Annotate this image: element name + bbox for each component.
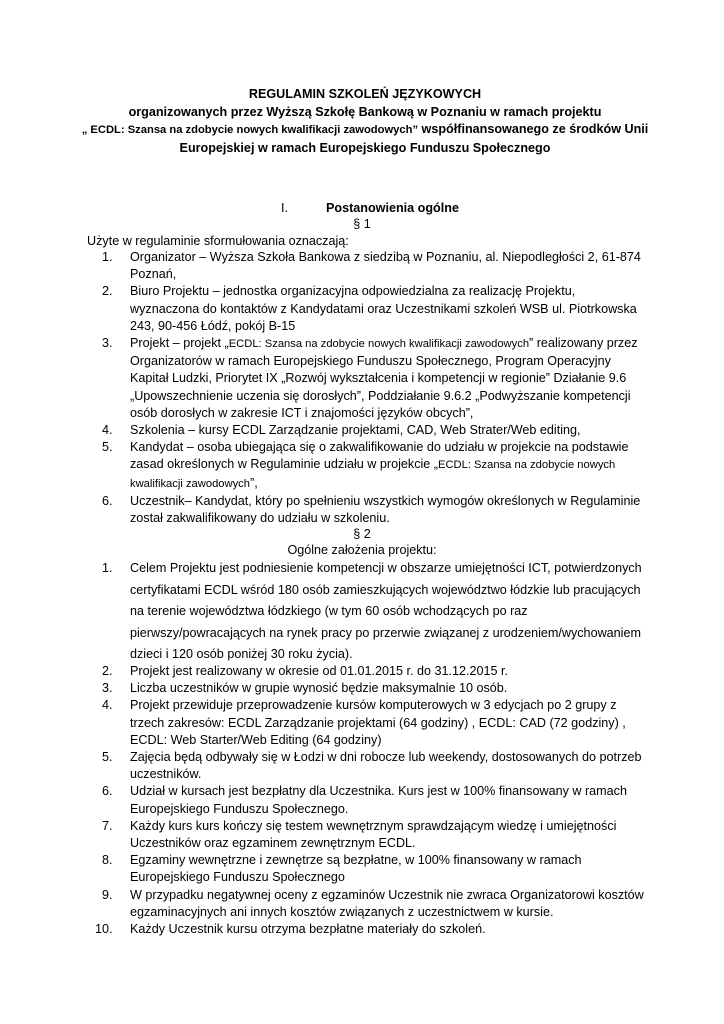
list-item: 9. W przypadku negatywnej oceny z egzaminów Uczestnik nie zwraca Organizatorowi kosztów egzaminacyjnych ani innych kosztów związanych z uczestnictwem w kursie. [102, 887, 644, 919]
list-item: 4. Szkolenia – kursy ECDL Zarządzanie projektami, CAD, Web Strater/Web editing, [102, 423, 581, 438]
paragraph-mark-2: § 2 [353, 527, 371, 541]
list-item: 1. Organizator – Wyższa Szkoła Bankowa z siedzibą w Poznaniu, al. Niepodległości 2, 61-874 Poznań, [102, 250, 641, 282]
title-line-3 [80, 121, 650, 140]
section-2-heading: Ogólne założenia projektu: [287, 543, 437, 557]
section-title: Postanowienia ogólne [326, 201, 459, 215]
title-line-1: REGULAMIN SZKOLEŃ JĘZYKOWYCH [248, 87, 482, 101]
list-item: 10. Każdy Uczestnik kursu otrzyma bezpłatne materiały do szkoleń. [95, 922, 486, 937]
document-title [80, 86, 650, 157]
list-item: 7. Każdy kurs kurs kończy się testem wewnętrznym sprawdzającym wiedzę i umiejętności Uczestników oraz egzaminem zewnętrznym ECDL. [102, 818, 617, 851]
title-line-3-suffix: współfinansowanego ze środków Unii [418, 122, 649, 137]
definitions-list [87, 249, 647, 527]
list-item: 3. Liczba uczestników w grupie wynosić będzie maksymalnie 10 osób. [102, 681, 508, 696]
list-item: 8. Egzaminy wewnętrzne i zewnętrze są bezpłatne, w 100% finansowany w ramach Europejskiego Funduszu Społecznego [102, 853, 582, 885]
list-item: 5. Zajęcia będą odbywały się w Łodzi w dni robocze lub weekendy, dostosowanych do potrzeb uczestników. [102, 750, 642, 782]
list-item: 1. Celem Projektu jest podniesienie kompetencji w obszarze umiejętności ICT, potwierdzonych certyfikatami ECDL wśród 180 osób zamieszkujących województwo łódzkie lub pracujących na terenie województwa łódzkiego (w tym 60 osób wchodzących po raz pierwszy/powracających na rynek pracy po przerwie związanej z urodzeniem/wychowaniem dzieci i 120 osób poniżej 30 roku życia). [102, 561, 642, 661]
section-number: I. [281, 201, 288, 215]
title-line-2: organizowanych przez Wyższą Szkołę Bankową w Poznaniu w ramach projektu [128, 104, 602, 119]
list-item: 6. Uczestnik– Kandydat, który po spełnieniu wszystkich wymogów określonych w Regulaminie został zakwalifikowany do udziału w szkoleniu. [102, 493, 641, 526]
assumptions-list-continued [87, 663, 647, 938]
list-item: 6. Udział w kursach jest bezpłatny dla Uczestnika. Kurs jest w 100% finansowany w ramach Europejskiego Funduszu Społecznego. [102, 784, 627, 816]
paragraph-mark-1: § 1 [353, 217, 371, 231]
title-line-4: Europejskiej w ramach Europejskiego Funduszu Społecznego [179, 140, 551, 155]
list-item: 3. Projekt – projekt „ECDL: Szansa na zdobycie nowych kwalifikacji zawodowych” realizowany przez Organizatorów w ramach Europejskiego Funduszu Społecznego, Program Operacyjny Kapitał Ludzki, Priorytet IX „Rozwój wykształcenia i kompetencji w regionie” Działanie 9.6 „Upowszechnienie uczenia się dorosłych”, Poddziałanie 9.6.2 „Podwyższanie kompetencji osób dorosłych w zakresie ICT i znajomości języków obcych”, [102, 336, 638, 420]
section-1-intro: Użyte w regulaminie sformułowania oznaczają: [87, 234, 349, 248]
list-item: 2. Projekt jest realizowany w okresie od 01.01.2015 r. do 31.12.2015 r. [102, 664, 509, 678]
list-item: 4. Projekt przewiduje przeprowadzenie kursów komputerowych w 3 edycjach po 2 grupy z trzech zakresów: ECDL Zarządzanie projektami (64 godziny) , ECDL: CAD (72 godziny) , ECDL: Web Starter/Web Editing (64 godziny) [102, 698, 626, 747]
project-name: „ ECDL: Szansa na zdobycie nowych kwalifikacji zawodowych” [81, 124, 419, 137]
assumptions-list [87, 558, 647, 666]
list-item: 2. Biuro Projektu – jednostka organizacyjna odpowiedzialna za realizację Projektu, wyznaczona do kontaktów z Kandydatami oraz Uczestnikami szkoleń WSB ul. Piotrkowska 243, 90-456 Łódź, pokój B-15 [102, 284, 637, 333]
list-item: 5. Kandydat – osoba ubiegająca się o zakwalifikowanie do udziału w projekcie na podstawie zasad określonych w Regulaminie udziału w projekcie „ECDL: Szansa na zdobycie nowych kwalifikacji zawodowych”, [102, 440, 629, 490]
